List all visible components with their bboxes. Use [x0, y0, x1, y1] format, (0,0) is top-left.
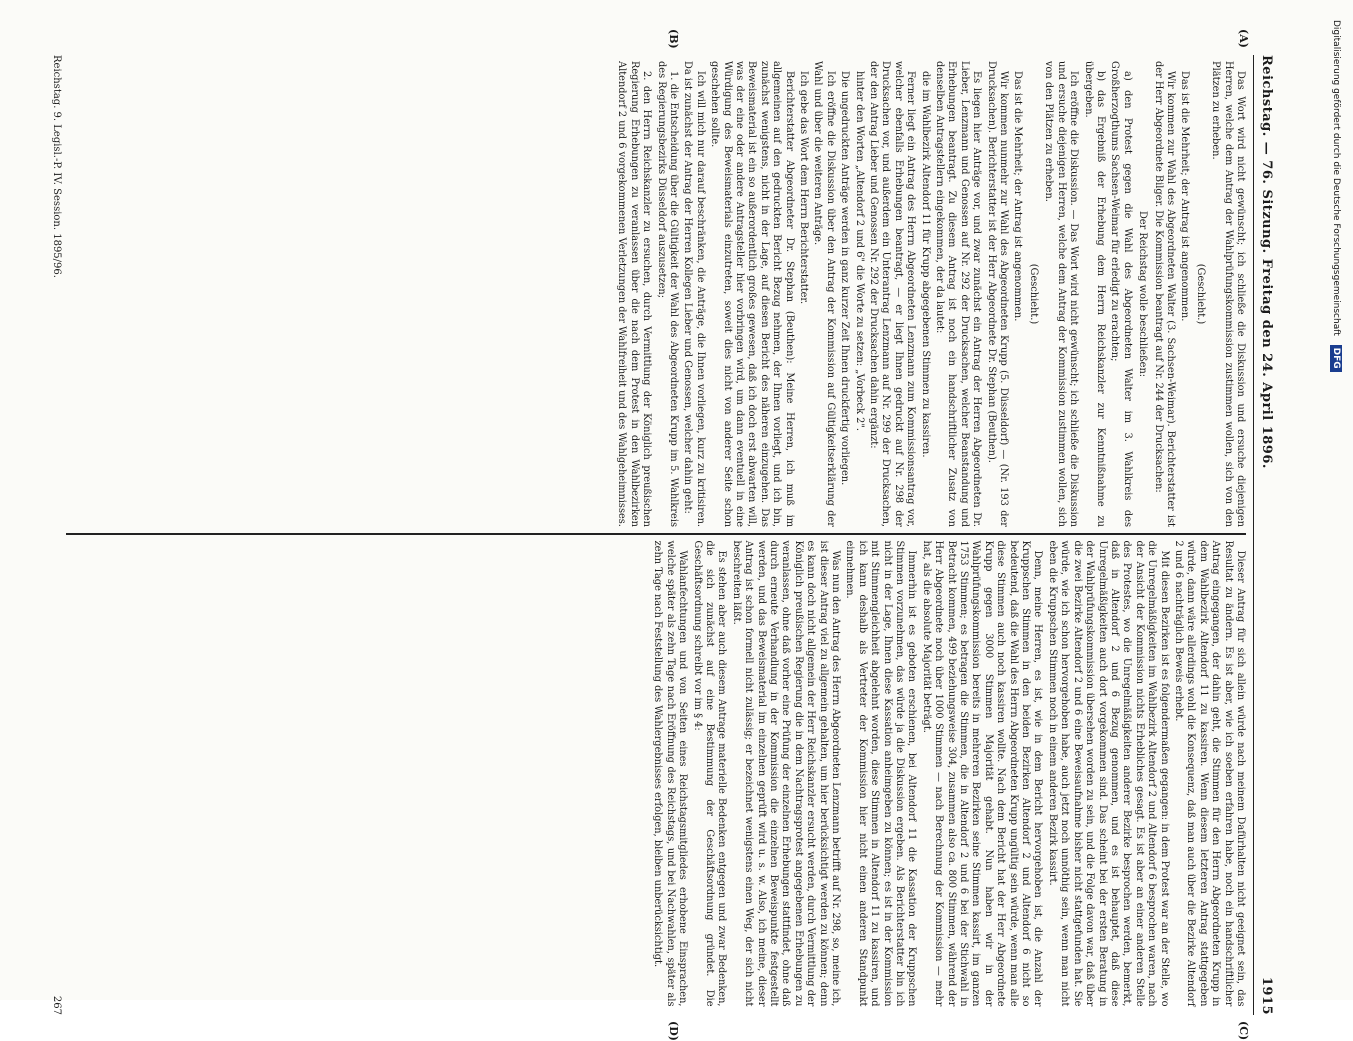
paragraph: Wahlanfechtungen und von Seiten eines Reichstagsmitgliedes erhobene Einsprachen, welche später als zehn Tage nach Eröffnung des Reichstags, und bei Nachwahlen, später als zehn Tage nach Feststellung des Wahlergebnisses erfolgen, bleiben unberücksichtigt. — [652, 540, 689, 1007]
paragraph: Es liegen hier Anträge vor, und zwar zunächst ein Antrag der Herren Abgeordneten Dr. Lieber, Lenzmann und Genossen auf Nr. 292 der Drucksachen, welcher Beanstandung und Erhebungen beantragt. Zu diesem Antrag ist noch ein handschriftlicher Zusatz von denselben Antragstellern eingekommen, der da lautet: — [934, 61, 983, 527]
paragraph: (Geschieht.) — [1027, 263, 1039, 325]
dfg-logo: DFG — [1330, 345, 1342, 372]
running-header — [1253, 55, 1280, 1015]
paragraph: Das ist die Mehrheit; der Antrag ist angenommen. — [1012, 71, 1024, 322]
paragraph: Mit diesen Bezirken ist es folgendermaßen gegangen: in dem Protest war an der Stelle, wo die Unregelmäßigkeiten im Wahlbezirk Altendorf 2 und Altendorf 6 besprochen waren, nach der Ansicht der Kommission nichts Erhebliches gesagt. Es ist aber an einer anderen Stelle des Protestes, wo die Unregelmäßigkeiten anderer Bezirke besprochen werden, bemerkt, daß in Altendorf 2 und 6 Bezug genommen, und es ist behauptet, daß diese Unregelmäßigkeiten auch dort vorgekommen sind. Das scheint bei der ersten Beratung in der Wahlprüfungskommission übersehen worden zu sein, und die Folge davon war, daß über die zwei Bezirke Altendorf 2 und 6 eine Beweisaufnahme bisher nicht stattgefunden hat. Sie würde, wie ich schon hervorgehoben habe, auch jetzt noch unnöthig sein, wenn man nicht eben die Kruppschen Stimmen noch in einem anderen Bezirk kassirt. — [1046, 540, 1170, 1007]
margin-marker-a: (A) — [1237, 29, 1250, 48]
right-column — [66, 535, 1246, 1013]
paragraph: Der Reichstag wolle beschließen: — [1137, 210, 1149, 378]
paragraph: Ich will mich nur darauf beschränken, die Anträge, die Ihnen vorliegen, kurz zu kritisiren. Da ist zunächst der Antrag der Herren Kollegen Lieber und Genossen, welcher dahin geht: — [682, 61, 706, 527]
paragraph: Es stehen aber auch diesem Antrage materielle Bedenken entgegen und zwar Bedenken, die sich zunächst auf eine Bestimmung der Geschäftsordnung gründet. Die Geschäftsordnung schreibt vor im § 4: — [691, 540, 728, 1007]
paragraph: Dieser Antrag für sich allein würde nach meinem Dafürhalten nicht geeignet sein, das Resultat zu ändern. Es ist aber, wie ich soeben erfahren habe, noch ein handschriftlicher Antrag eingegangen, der dahin geht, die Stimmen für den Herrn Abgeordneten Krupp in dem Wahlbezirk Altendorf 11 zu kassiren. Wenn diesem letzteren Antrag stattgegeben würde, dann wäre allerdings wohl die Konsequenz, daß man auch über die Bezirke Altendorf 2 und 6 nachträglich Beweis erhebt. — [1172, 540, 1246, 1007]
left-column — [66, 55, 1246, 533]
paragraph: 1. die Entscheidung über die Gültigkeit der Wahl des Abgeordneten Krupp im 5. Wahlkreis des Regierungsbezirks Düsseldorf auszusetzen; — [655, 61, 679, 527]
paragraph: Ferner liegt ein Antrag des Herrn Abgeordneten Lenzmann zum Kommissionsantrag vor, welcher ebenfalls Erhebungen beantragt, — er liegt Ihnen gedruckt auf Nr. 298 der Drucksachen vor, und außerdem ein Unterantrag Lenzmann auf Nr. 299 der Drucksachen, der den Antrag Lieber und Genossen Nr. 292 der Drucksachen dahin ergänzt: — [868, 61, 917, 527]
paragraph: a) den Protest gegen die Wahl des Abgeordneten Walter im 3. Wahlkreis des Großherzogthums Sachsen-Weimar für erledigt zu erachten; — [1109, 61, 1133, 527]
paragraph: 2. den Herrn Reichskanzler zu ersuchen, durch Vermittlung der Königlich preußischen Regierung Erhebungen zu veranlassen über die nach dem Protest in den Wahlbezirken Altendorf 2 und 6 vorgekommenen Verletzungen der Wahlfreiheit und des Wahlgeheimnisses. — [616, 61, 653, 527]
paragraph: Das Wort wird nicht gewünscht; ich schließe die Diskussion und ersuche diejenigen Herren, welche dem Antrag der Wahlprüfungskommission zustimmen wollen, sich von den Plätzen zu erheben. — [1210, 61, 1246, 527]
footer-session: Reichstag. 9. Legisl.-P. IV. Session. 1895/96. — [51, 55, 62, 278]
page-content — [40, 29, 1280, 1041]
paragraph: Ich gebe das Wort dem Herrn Berichterstatter. — [798, 71, 809, 305]
paragraph: (Geschieht.) — [1194, 263, 1206, 325]
margin-marker-b: (B) — [667, 29, 680, 49]
page-footer — [42, 55, 62, 1015]
paragraph: b) das Ergebniß der Erhebung dem Herrn Reichskanzler zur Kenntnißnahme zu übergeben. — [1082, 61, 1106, 527]
digitization-credit-text — [1326, 20, 1346, 980]
paragraph: Ich eröffne die Diskussion über den Antrag der Kommission auf Gültigkeitserklärung der Wahl und über die weiteren Anträge. — [812, 61, 836, 527]
paragraph: Die ungedruckten Anträge werden in ganz kurzer Zeit Ihnen druckfertig vorliegen. — [839, 71, 851, 486]
text-columns — [66, 55, 1246, 1015]
footer-number: 267 — [51, 995, 62, 1015]
paragraph: hinter den Worten „Altendorf 2 und 6" die Worte zu setzen: „Vorbeck 2". — [853, 71, 865, 431]
paragraph: Denn, meine Herren, es ist, wie in dem Bericht hervorgehoben ist, die Anzahl der Kruppschen Stimmen in den beiden Bezirken Altendorf 2 und Altendorf 6 nicht so bedeutend, daß die Wahl des Herrn Abgeordneten Krupp ungültig sein würde, wenn man alle diese Stimmen auch noch kassiren wollte. Nach dem Bericht hat der Herr Abgeordnete Krupp gegen 3000 Stimmen Majorität gehabt. Nun haben wir in der Wahlprüfungskommission bereits in mehreren Bezirken seine Stimmen kassirt, im ganzen 1753 Stimmen; es betragen die Stimmen, die in Altendorf 2 und 6 bei der Stichwahl in Betracht kommen, 499 beziehungsweise 304, zusammen also ca. 800 Stimmen, während der Herr Abgeordnete noch über 1000 Stimmen — nach Berechnung der Kommission — mehr hat, als die absolute Majorität beträgt. — [920, 540, 1044, 1007]
credit-text: Digitalisierung gefördert durch die Deutsche Forschungsgemeinschaft — [1331, 20, 1341, 336]
paragraph: die im Wahlbezirk Altendorf 11 für Krupp abgegebenen Stimmen zu kassiren. — [919, 71, 931, 458]
paragraph: Das ist die Mehrheit; der Antrag ist angenommen. — [1179, 71, 1191, 322]
paragraph: Wir kommen nunmehr zur Wahl des Abgeordneten Krupp (5. Düsseldorf) — (Nr. 193 der Drucksachen). Berichterstatter ist der Herr Abgeordnete Dr. Stephan (Beuthen). — [985, 61, 1010, 527]
paragraph: Wir kommen zur Wahl des Abgeordneten Walter (3. Sachsen-Weimar). Berichterstatter ist der Herr Abgeordnete Bilger. Die Kommission beantragt auf Nr. 244 der Drucksachen: — [1152, 61, 1176, 527]
paragraph: Immerhin ist es geboten erschienen, bei Altendorf 11 die Kassation der Kruppschen Stimmen vorzunehmen, das würde ja die Diskussion ergeben. Als Berichterstatter bin ich nicht in der Lage, Ihnen diese Kassation anheimgeben zu können; es ist in der Kommission mit Stimmengleichheit abgelehnt worden, diese Stimmen in Altendorf 11 zu kassiren, und ich kann deshalb als Vertreter der Kommission hier nicht einen anderen Standpunkt einnehmen. — [844, 540, 918, 1007]
margin-marker-c: (C) — [1237, 1021, 1250, 1041]
paragraph: Berichterstatter Abgeordneter Dr. Stephan (Beuthen): Meine Herren, ich muß im allgemeinen auf den gedruckten Bericht Bezug nehmen, der Ihnen vorliegt, und ich bin, zunächst wenigstens, nicht in der Lage, auf diesen Bericht des näheren einzugehen. Das Beweismaterial ist ein so außerordentlich großes gewesen, daß ich doch erst abwarten will, was der eine oder andere Antragsteller hier vorbringen wird, um dann eventuell in eine Würdigung des Beweismaterials einzutreten, soweit dies nicht von anderer Seite schon geschehen sollte. — [709, 61, 795, 527]
paragraph: Was nun den Antrag des Herrn Abgeordneten Lenzmann betrifft auf Nr. 298, so, meine ich, ist dieser Antrag viel zu allgemein gehalten, um hier berücksichtigt werden zu können; denn es kann doch nicht allgemein der Herr Reichskanzler ersucht werden, durch Vermittlung der Königlich preußischen Regierung die in dem Nachtragsprotest angegebenen Erhebungen zu veranlassen, ohne daß vorher eine Prüfung der einzelnen Erhebungen stattfindet, ohne daß durch erneute Verhandlung in der Kommission die einzelnen Beweispunkte festgestellt werden, und das Beweismaterial im einzelnen geprüft wird u. s. w. Also, ich meine, dieser Antrag ist schon formell nicht zulässig; er bezeichnet wenigstens einen Weg, der sich nicht beschreiten läßt. — [730, 540, 841, 1007]
digitization-credit — [1328, 20, 1348, 980]
paragraph: Ich eröffne die Diskussion. — Das Wort wird nicht gewünscht; ich schließe die Diskussion und ersuche diejenigen Herren, welche dem Antrag der Kommission zustimmen wollen, sich von den Plätzen zu erheben. — [1043, 61, 1080, 527]
margin-marker-d: (D) — [667, 1021, 680, 1041]
header-title: Reichstag. — 76. Sitzung. Freitag den 24. April 1896. — [1259, 55, 1275, 469]
page-number: 1915 — [1259, 976, 1275, 1015]
